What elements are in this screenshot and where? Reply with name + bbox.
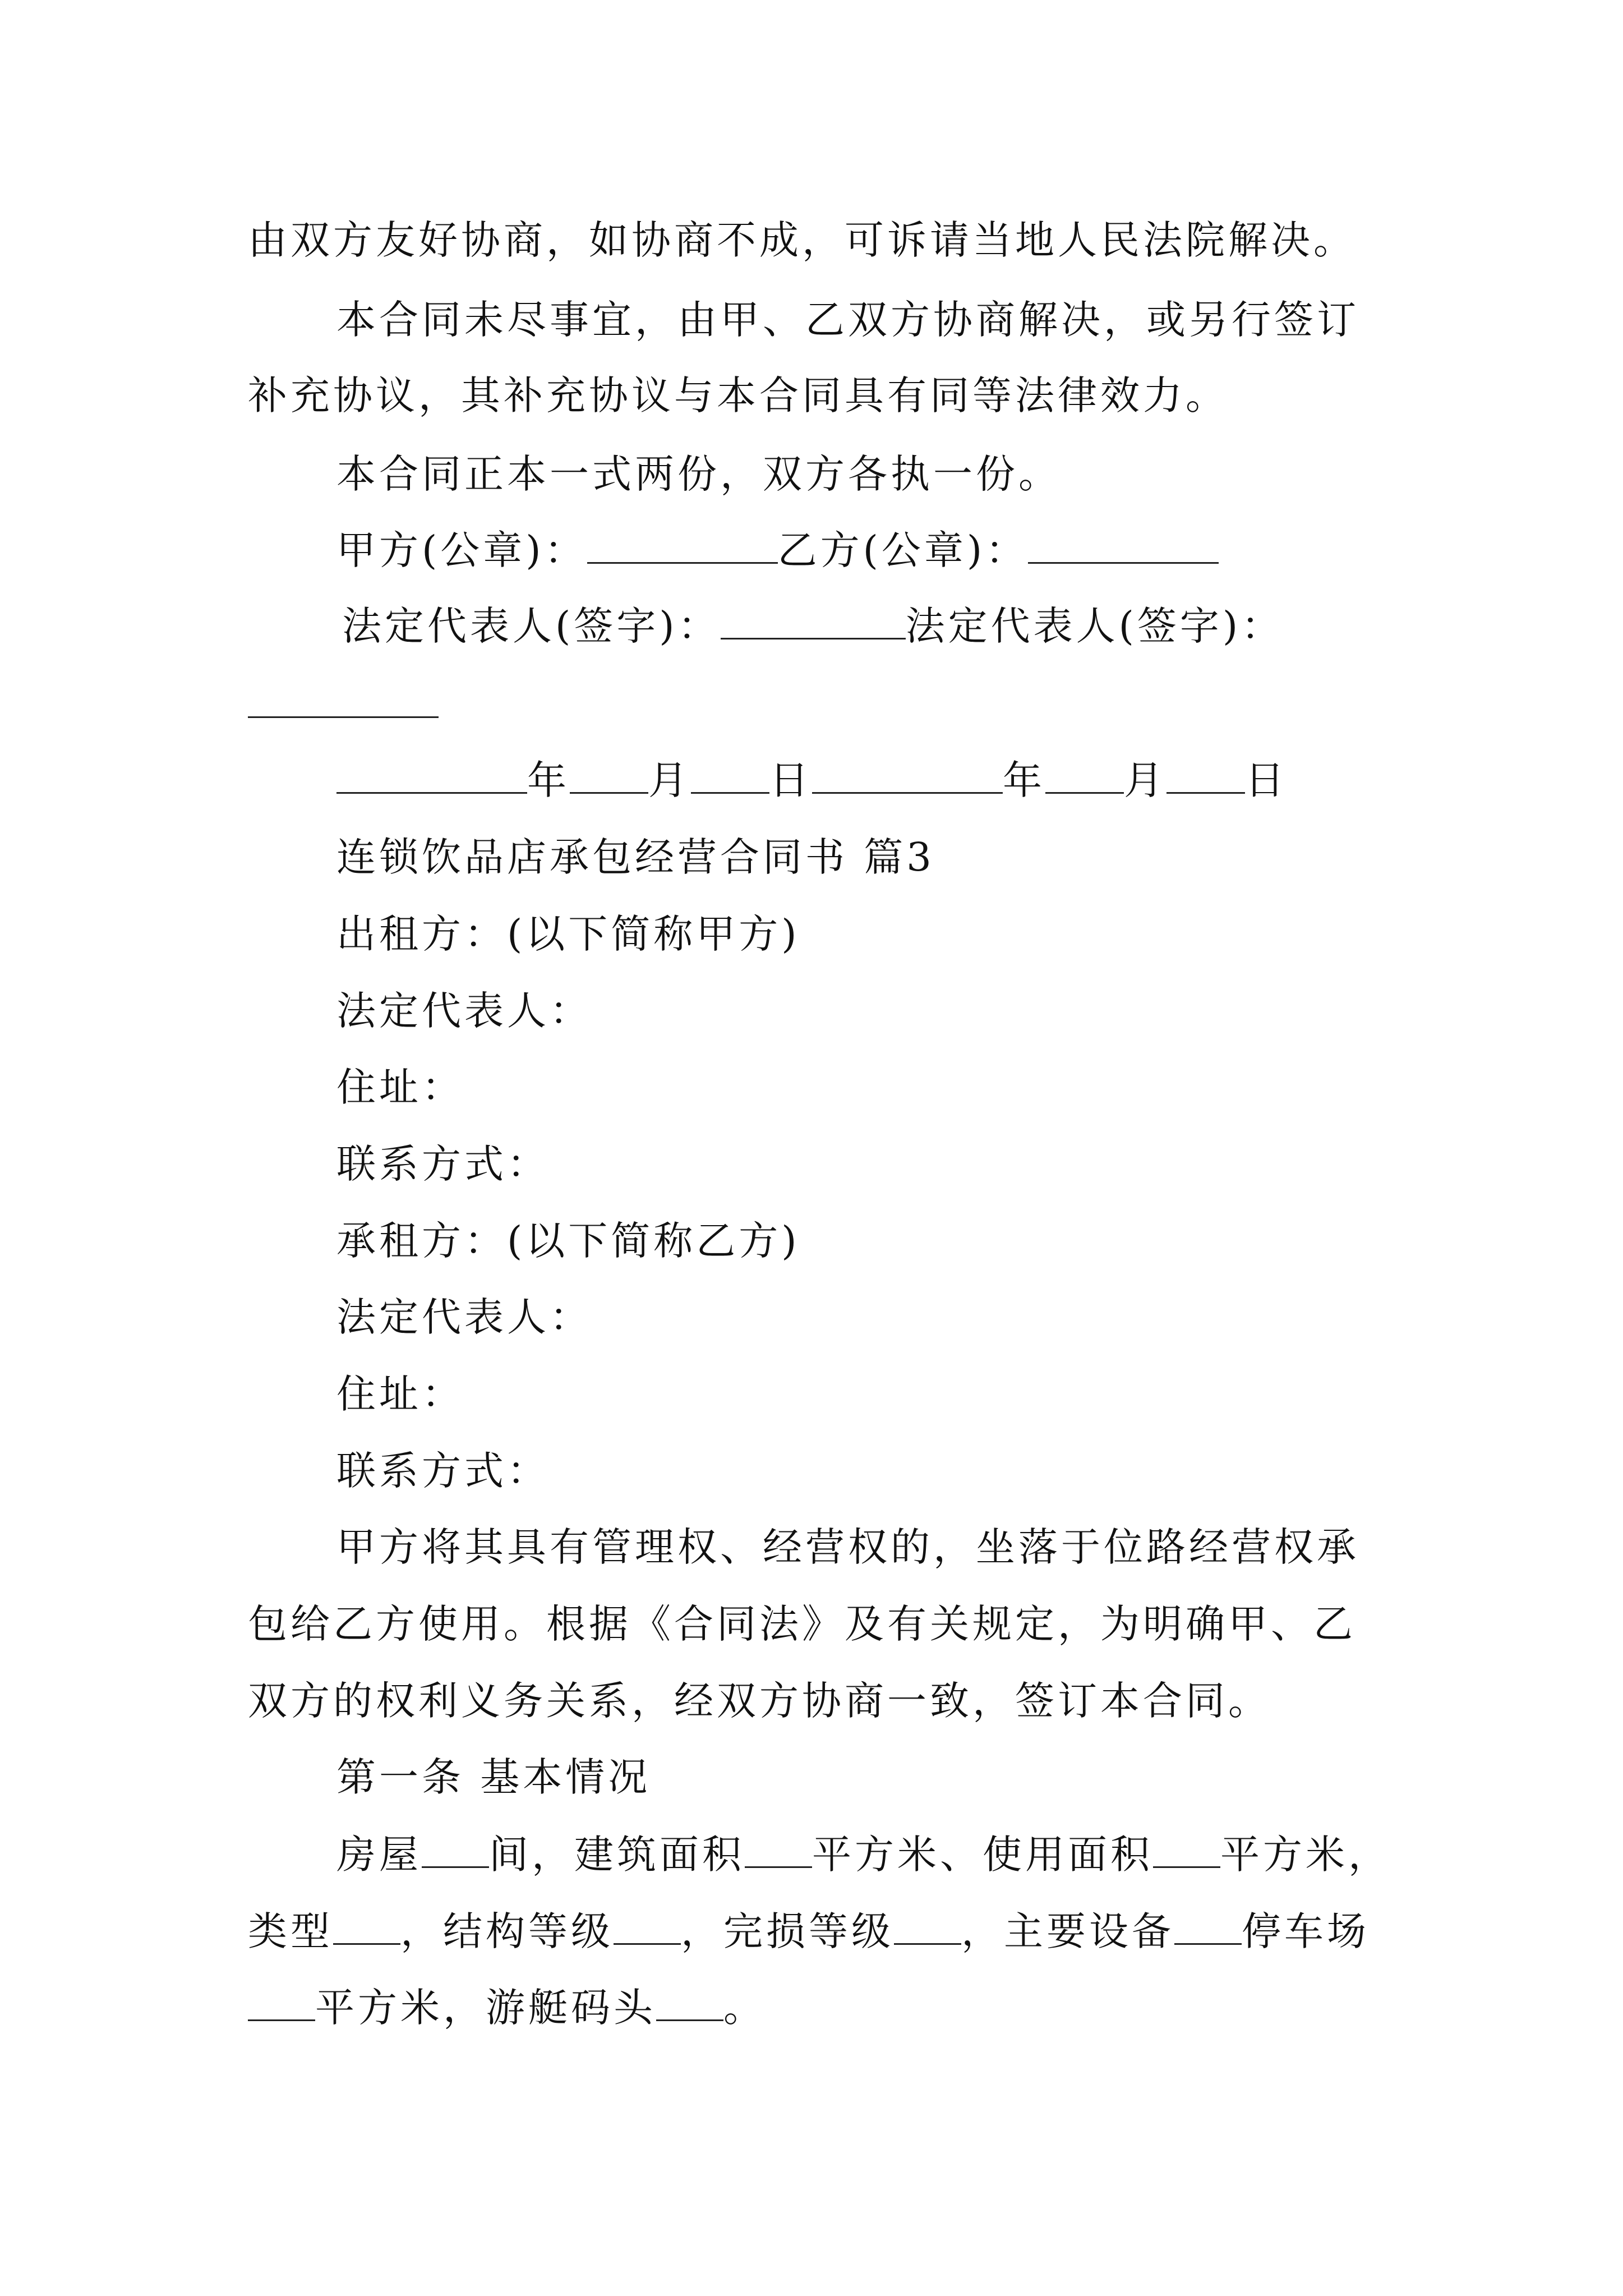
- party-b-seal-blank: [1028, 527, 1219, 564]
- article-1-line3: [248, 1985, 766, 2030]
- article-text: 房屋: [336, 1832, 422, 1878]
- paragraph-text: 本合同正本一式两份，双方各执一份。: [336, 451, 1061, 497]
- signature-rep-line: [342, 603, 1284, 648]
- contact-label: 联系方式：: [336, 1141, 550, 1187]
- party-a-seal-label: 甲方(公章)：: [336, 527, 587, 573]
- rooms-blank: [422, 1832, 489, 1868]
- article-text: 平方米、使用面积: [812, 1832, 1153, 1878]
- signature-seal-line: [336, 527, 1219, 573]
- date-a-day-blank: [691, 757, 769, 794]
- article-1-line2: [248, 1908, 1370, 1954]
- structure-grade-blank: [614, 1908, 681, 1945]
- rep-a-label: 法定代表人(签字)：: [342, 603, 721, 649]
- article-1-title: [336, 1755, 651, 1800]
- paragraph-text: 补充协议，其补充协议与本合同具有同等法律效力。: [248, 372, 1228, 418]
- paragraph-text: 本合同未尽事宜，由甲、乙双方协商解决，或另行签订: [336, 297, 1359, 343]
- lessor-contact-line: [336, 1142, 550, 1186]
- section-title: [336, 835, 935, 880]
- lessee-line: [336, 1218, 800, 1263]
- party-a-seal-blank: [587, 527, 778, 564]
- address-label: 住址：: [336, 1064, 464, 1110]
- paragraph-supplement-line2: [248, 373, 1228, 418]
- article-text: 类型: [248, 1908, 333, 1954]
- intro-line2: [248, 1602, 1356, 1646]
- paragraph-copies: [336, 452, 1061, 496]
- lessor-rep-line: [336, 988, 592, 1033]
- day-label: 日: [1245, 757, 1288, 803]
- lessor-address-line: [336, 1065, 464, 1110]
- date-b-month-blank: [1045, 757, 1124, 794]
- contact-label: 联系方式：: [336, 1448, 550, 1494]
- article-1-line1: [336, 1832, 1391, 1877]
- lessee-contact-line: [336, 1448, 550, 1493]
- lessee-address-line: [336, 1372, 464, 1416]
- damage-grade-blank: [894, 1908, 961, 1945]
- date-b-year-blank: [812, 757, 1003, 794]
- date-a-month-blank: [570, 757, 648, 794]
- signature-date-line: [336, 757, 1288, 803]
- section-title-text: 连锁饮品店承包经营合同书 篇3: [336, 834, 935, 880]
- article-text: 。: [723, 1985, 766, 2031]
- rep-b-label: 法定代表人(签字)：: [905, 603, 1284, 649]
- article-text: 平方米，游艇码头: [315, 1985, 656, 2031]
- paragraph-text: 双方的权利义务关系，经双方协商一致，签订本合同。: [248, 1678, 1271, 1724]
- lessee-text: 承租方：(以下简称乙方): [336, 1218, 800, 1264]
- rep-label: 法定代表人：: [336, 988, 592, 1034]
- paragraph-text: 由双方友好协商，如协商不成，可诉请当地人民法院解决。: [248, 217, 1356, 263]
- type-blank: [333, 1908, 400, 1945]
- year-label: 年: [1003, 757, 1045, 803]
- rep-label: 法定代表人：: [336, 1294, 592, 1340]
- usable-area-blank: [1153, 1832, 1220, 1868]
- article-text: ，完损等级: [681, 1908, 894, 1954]
- paragraph-supplement-line1: [336, 297, 1359, 342]
- paragraph-text: 包给乙方使用。根据《合同法》及有关规定，为明确甲、乙: [248, 1601, 1356, 1647]
- month-label: 月: [1124, 757, 1166, 803]
- rep-a-blank: [721, 603, 906, 639]
- parking-area-blank: [248, 1985, 315, 2021]
- paragraph-dispute: [248, 218, 1356, 263]
- lessee-rep-line: [336, 1295, 592, 1340]
- article-text: 间，建筑面积: [489, 1832, 745, 1878]
- date-a-year-blank: [336, 757, 527, 794]
- address-label: 住址：: [336, 1371, 464, 1417]
- intro-line3: [248, 1678, 1271, 1723]
- article-text: 停车场: [1242, 1908, 1370, 1954]
- article-title-text: 第一条 基本情况: [336, 1754, 651, 1800]
- intro-line1: [336, 1525, 1359, 1570]
- month-label: 月: [648, 757, 691, 803]
- article-text: ，结构等级: [400, 1908, 614, 1954]
- day-label: 日: [769, 757, 812, 803]
- date-b-day-blank: [1166, 757, 1245, 794]
- year-label: 年: [527, 757, 570, 803]
- building-area-blank: [745, 1832, 812, 1868]
- paragraph-text: 甲方将其具有管理权、经营权的，坐落于位路经营权承: [336, 1524, 1359, 1570]
- party-b-seal-label: 乙方(公章)：: [777, 527, 1029, 573]
- equipment-blank: [1174, 1908, 1242, 1945]
- article-text: ，主要设备: [961, 1908, 1174, 1954]
- lessor-text: 出租方：(以下简称甲方): [336, 911, 800, 957]
- dock-blank: [656, 1985, 723, 2021]
- lessor-line: [336, 912, 800, 956]
- rep-b-blank: [248, 716, 439, 718]
- article-text: 平方米，: [1220, 1832, 1391, 1878]
